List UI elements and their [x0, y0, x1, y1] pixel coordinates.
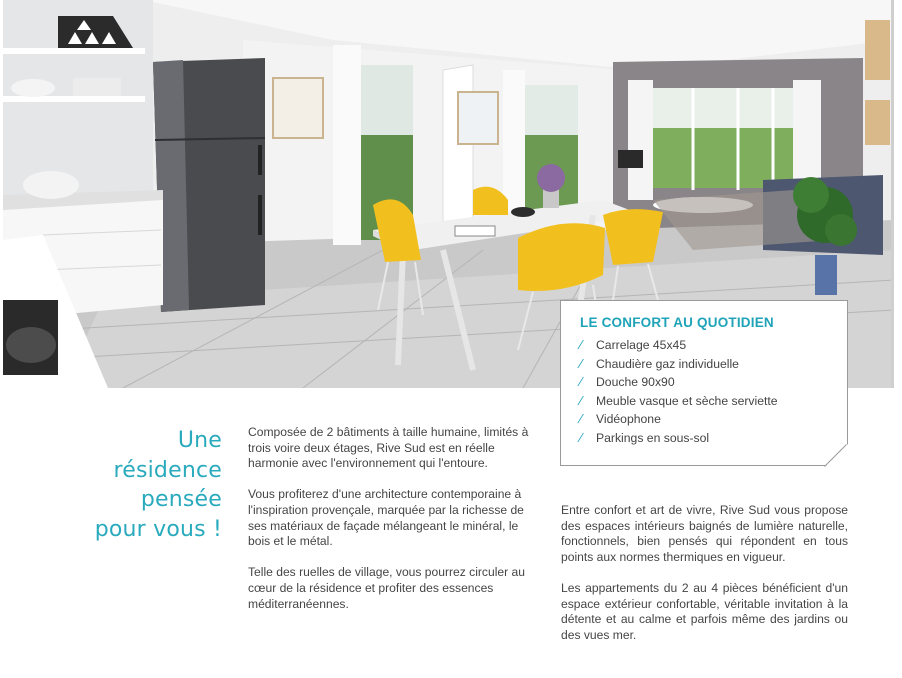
features-title: LE CONFORT AU QUOTIDIEN	[580, 315, 774, 330]
paragraph: Telle des ruelles de village, vous pourrez circuler au cœur de la résidence et profiter des essences méditerranéennes.	[248, 565, 525, 611]
slash-icon: ⁄	[580, 411, 583, 427]
paragraph: Vous profiterez d'une architecture contemporaine à l'inspiration provençale, marquée par la richesse de ses matériaux de façade mélangeant le minéral, le bois et le métal.	[248, 487, 524, 549]
slash-icon: ⁄	[580, 392, 583, 408]
feature-label: Parkings en sous-sol	[596, 430, 710, 445]
folded-corner	[826, 444, 848, 466]
feature-label: Vidéophone	[596, 412, 661, 427]
feature-item	[580, 355, 847, 374]
headline-line: pensée	[140, 487, 222, 512]
slash-icon: ⁄	[580, 355, 583, 371]
feature-item	[580, 392, 847, 411]
slash-icon: ⁄	[580, 337, 583, 352]
feature-label: Meuble vasque et sèche serviette	[596, 393, 778, 408]
headline-line: résidence	[113, 457, 222, 483]
paragraph: Les appartements du 2 au 4 pièces bénéficient d'un espace extérieur confortable, véritable invitation à la détente et au calme et parfois même des jardins ou des vues mer.	[561, 580, 848, 642]
headline-line: pour vous !	[94, 516, 222, 542]
feature-item	[580, 410, 847, 429]
text-column-left	[248, 425, 538, 612]
features-list	[580, 336, 847, 448]
text-column-right	[561, 503, 848, 643]
headline-line: Une	[177, 428, 222, 453]
paragraph: Entre confort et art de vivre, Rive Sud vous propose des espaces intérieurs baignés de lumière naturelle, fonctionnels, bien pensés qui répondent en tous points aux normes thermiques en vigueur.	[561, 503, 848, 564]
feature-item	[580, 373, 847, 392]
feature-label: Carrelage 45x45	[596, 338, 687, 352]
feature-label: Douche 90x90	[596, 375, 675, 390]
feature-item	[580, 336, 847, 355]
feature-item	[580, 429, 847, 448]
paragraph: Composée de 2 bâtiments à taille humaine, limités à trois voire deux étages, Rive Sud est en réelle harmonie avec l'environnement qui l'entoure.	[248, 425, 529, 471]
slash-icon: ⁄	[580, 374, 583, 390]
comfort-features-box	[560, 300, 848, 466]
feature-label: Chaudière gaz individuelle	[596, 356, 739, 371]
section-headline	[42, 426, 222, 544]
slash-icon: ⁄	[580, 429, 583, 445]
